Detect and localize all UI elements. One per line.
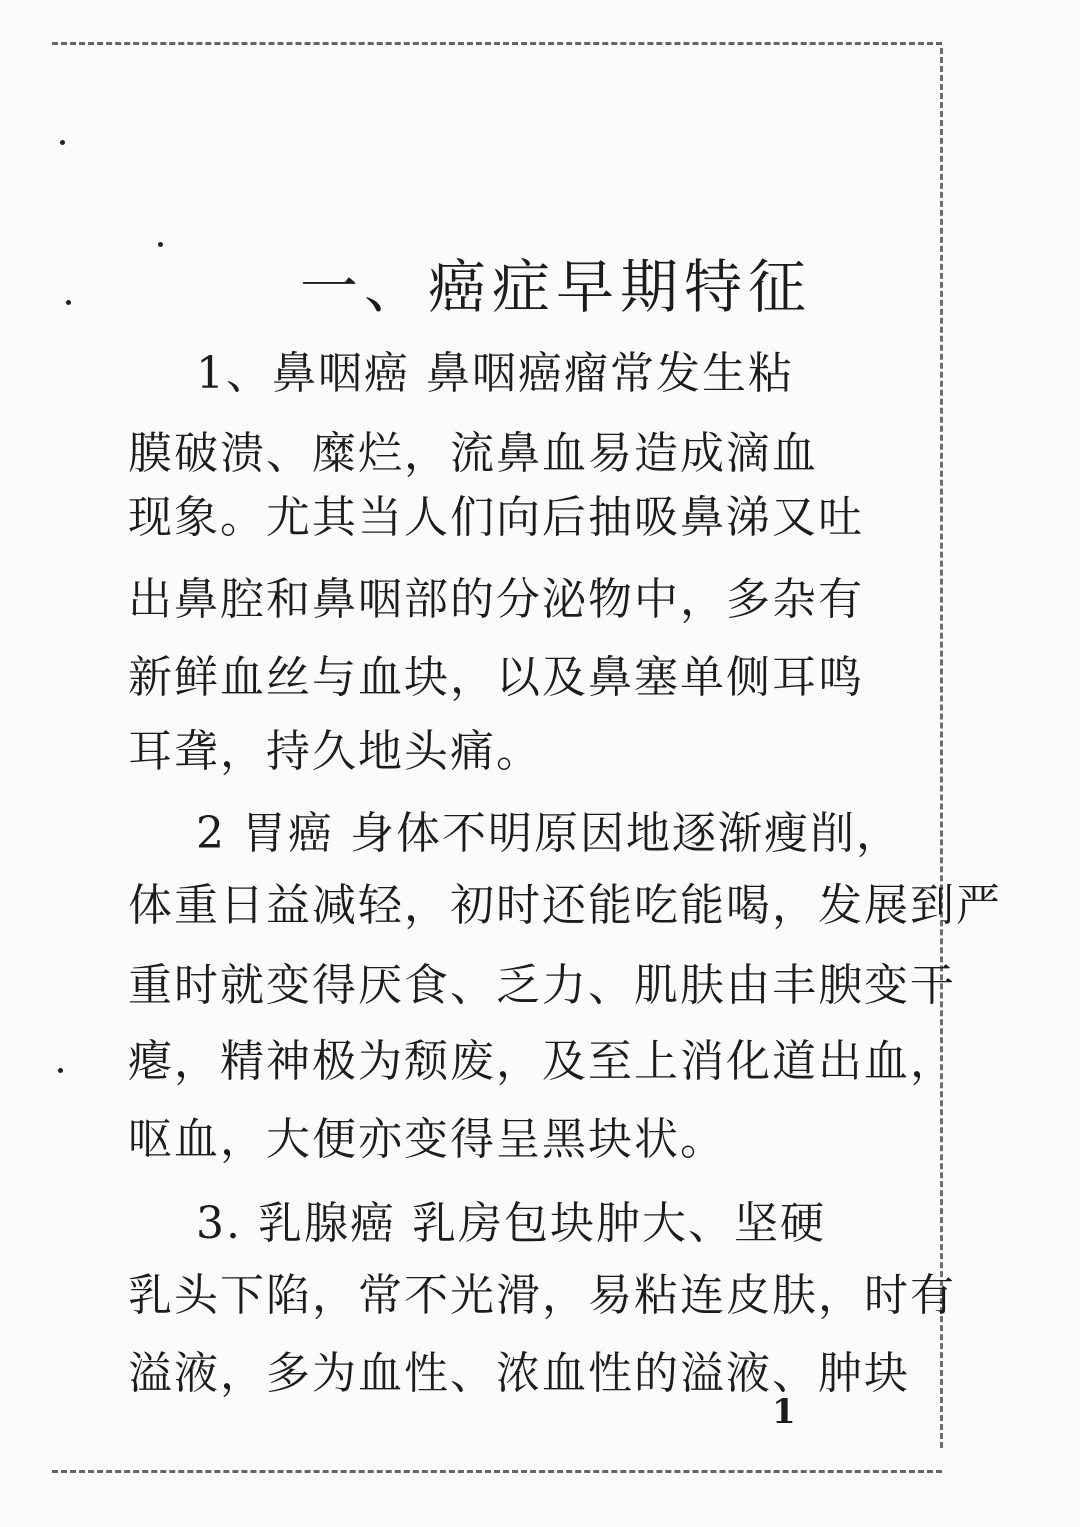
text-line: 乳头下陷，常不光滑，易粘连皮肤，时有 xyxy=(128,1270,956,1321)
text-line: 3. 乳腺癌 乳房包块肿大、坚硬 xyxy=(196,1198,826,1249)
text-line: 体重日益减轻，初时还能吃能喝，发展到严 xyxy=(128,880,1002,931)
text-line: 耳聋，持久地头痛。 xyxy=(128,726,542,777)
text-line: 2 胃癌 身体不明原因地逐渐瘦削， xyxy=(196,808,902,859)
text-line: 呕血，大便亦变得呈黑块状。 xyxy=(128,1114,726,1165)
text-line: 出鼻腔和鼻咽部的分泌物中，多杂有 xyxy=(128,574,864,625)
text-line: 瘪，精神极为颓废，及至上消化道出血， xyxy=(128,1036,956,1087)
scan-speck xyxy=(58,1068,63,1073)
text-line: 重时就变得厌食、乏力、肌肤由丰腴变干 xyxy=(128,960,956,1011)
page-border-top xyxy=(52,42,942,45)
text-line: 现象。尤其当人们向后抽吸鼻涕又吐 xyxy=(128,492,864,543)
scan-speck xyxy=(158,242,163,247)
scan-speck xyxy=(60,140,65,145)
text-line: 新鲜血丝与血块，以及鼻塞单侧耳鸣 xyxy=(128,652,864,703)
page-border-bottom xyxy=(52,1470,942,1473)
page-title: 一、癌症早期特征 xyxy=(300,253,813,321)
text-line: 1、鼻咽癌 鼻咽癌瘤常发生粘 xyxy=(196,348,794,399)
page-number: 1 xyxy=(772,1392,796,1432)
text-line: 膜破溃、糜烂，流鼻血易造成滴血 xyxy=(128,428,818,479)
scan-speck xyxy=(66,300,71,305)
text-line: 溢液，多为血性、浓血性的溢液、肿块 xyxy=(128,1348,910,1399)
